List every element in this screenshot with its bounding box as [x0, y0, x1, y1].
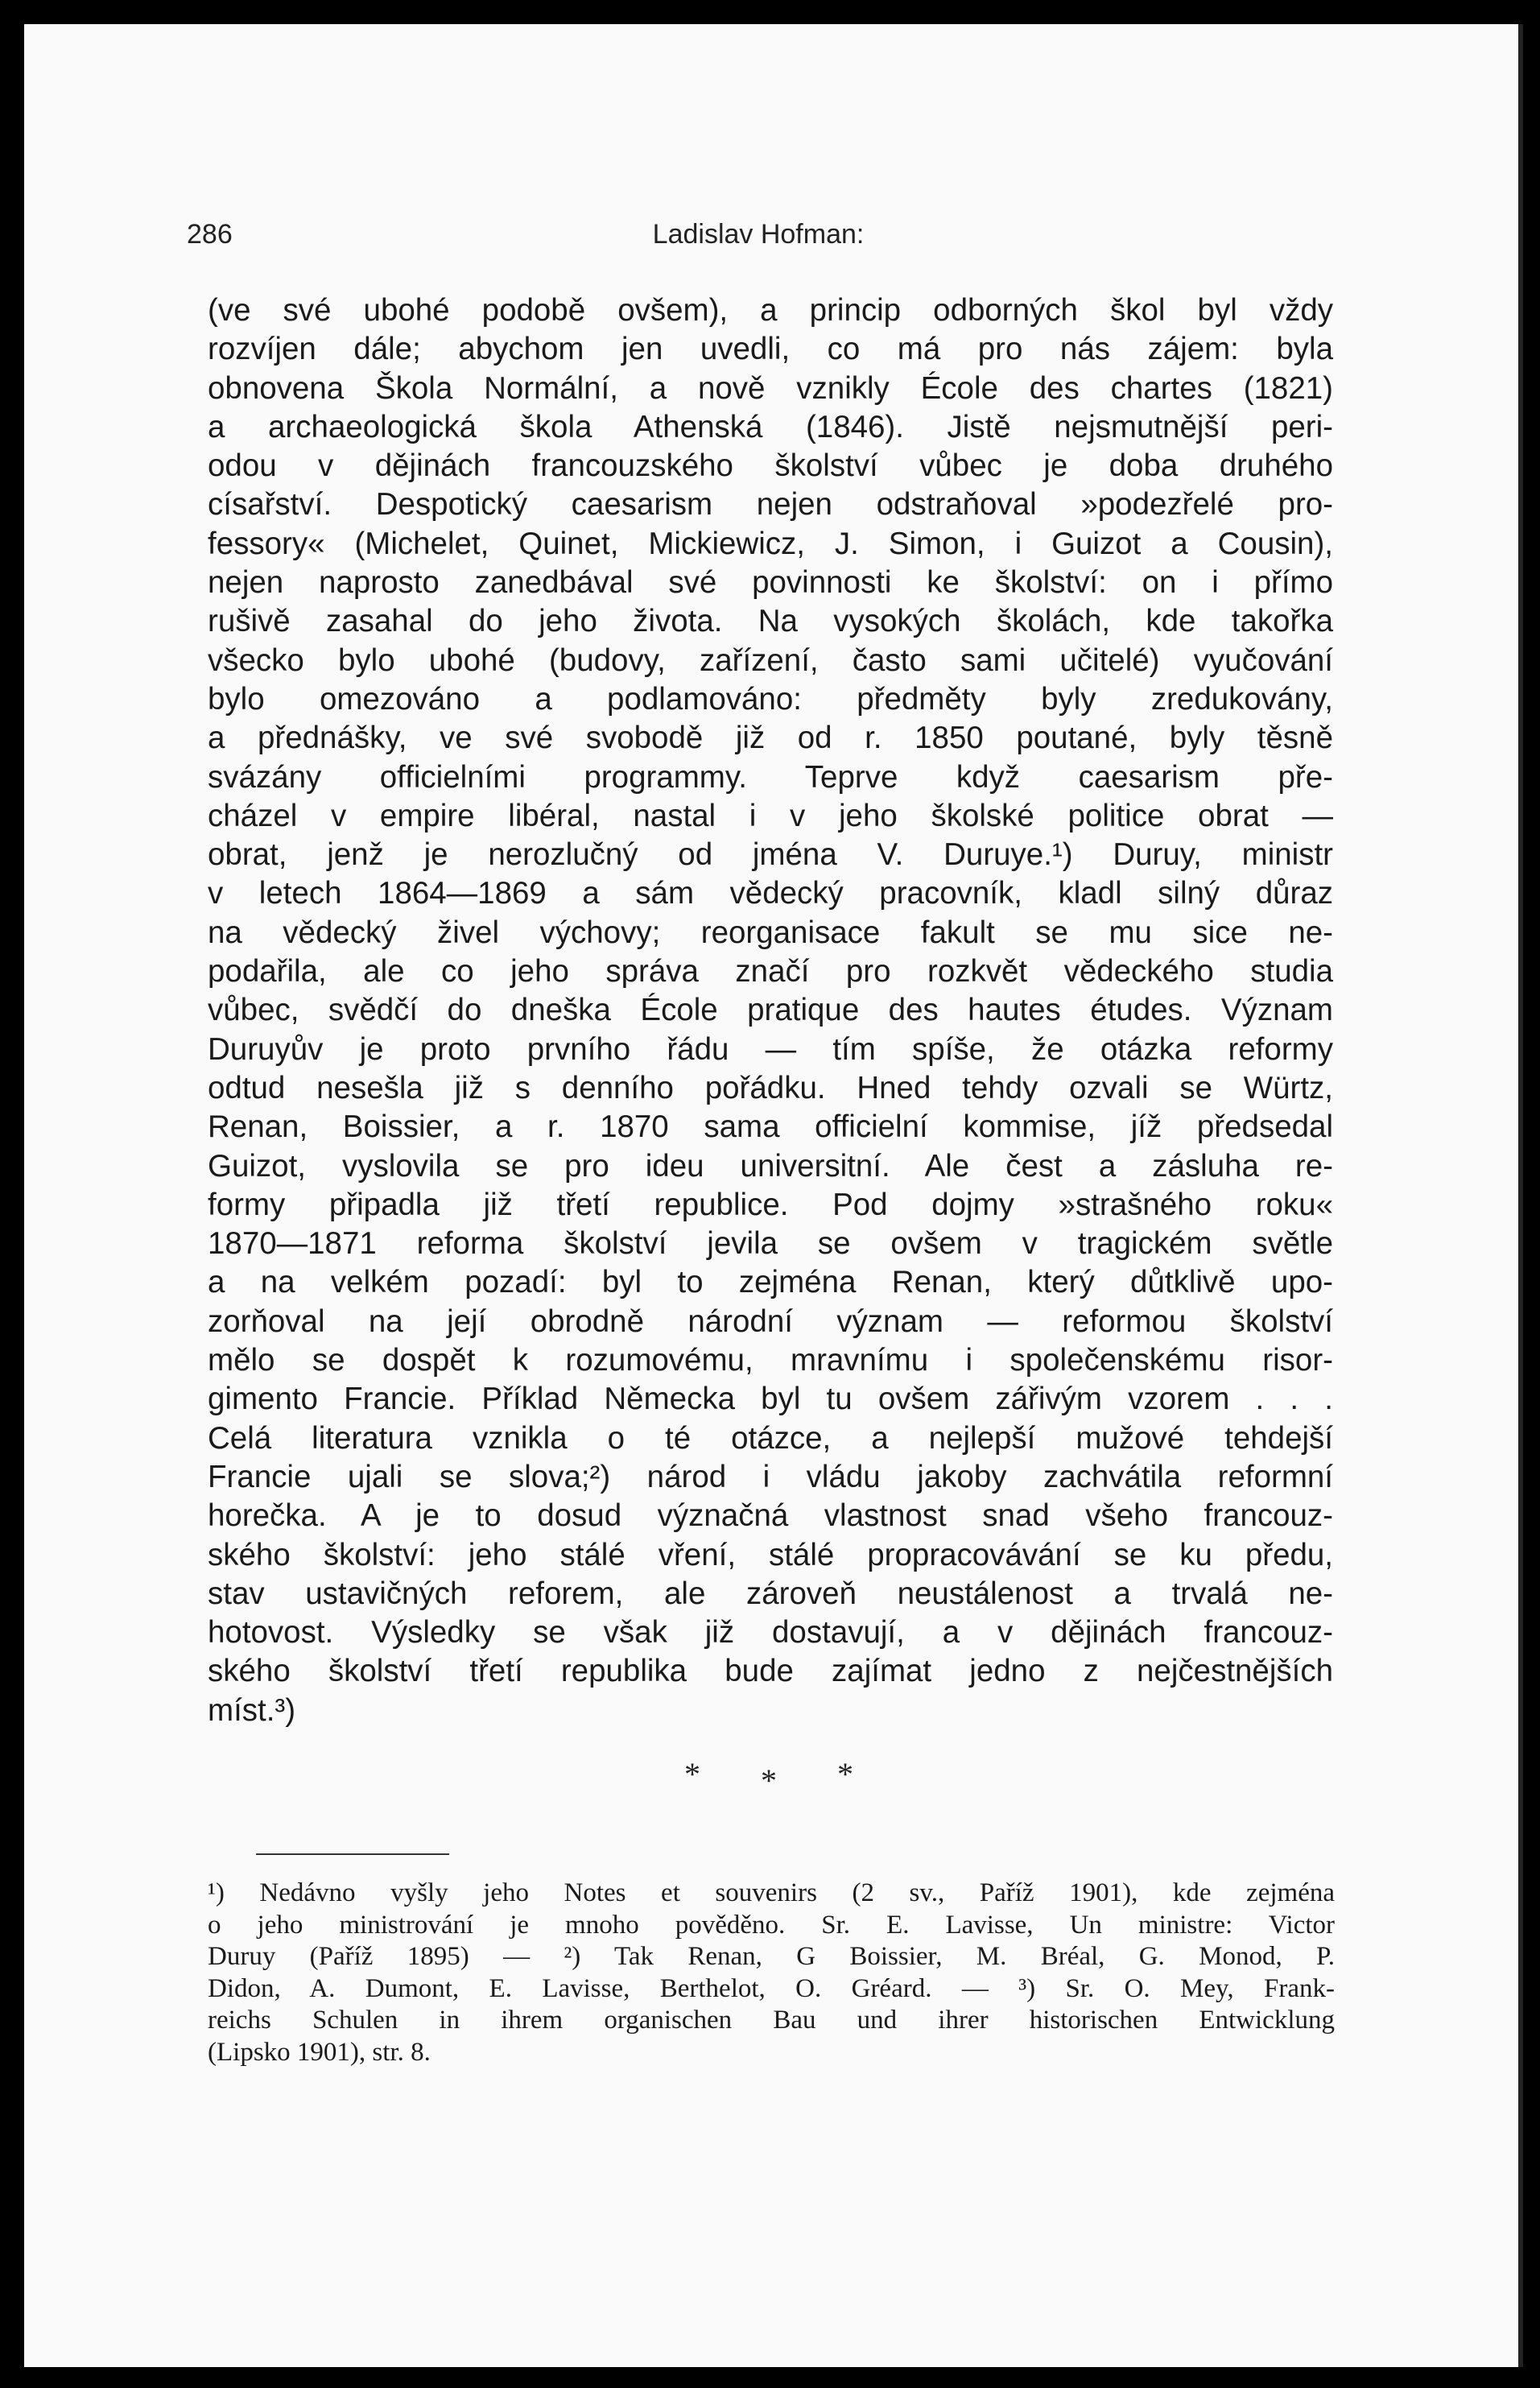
body-line: všecko bylo ubohé (budovy, zařízení, často sami učitelé) vyučování — [208, 642, 1333, 678]
body-line: Guizot, vyslovila se pro ideu universitní. Ale čest a zásluha re- — [208, 1148, 1333, 1184]
body-line: podařila, ale co jeho správa značí pro rozkvět vědeckého studia — [208, 954, 1333, 989]
body-line: a archaeologická škola Athenská (1846). Jistě nejsmutnější peri- — [208, 409, 1333, 444]
body-line: vůbec, svědčí do dneška École pratique des hautes études. Význam — [208, 993, 1333, 1028]
body-line: nejen naprosto zanedbával své povinnosti ke školství: on i přímo — [208, 565, 1333, 601]
body-line: Duruyův je proto prvního řádu — tím spíše, že otázka reformy — [208, 1031, 1333, 1067]
running-head: Ladislav Hofman: — [652, 219, 865, 250]
body-line: gimento Francie. Příklad Německa byl tu ovšem zářivým vzorem . . . — [208, 1382, 1333, 1417]
body-line: Francie ujali se slova;²) národ i vládu jakoby zachvátila reformní — [208, 1459, 1333, 1494]
footnote-line: (Lipsko 1901), str. 8. — [208, 2037, 431, 2067]
body-line: cházel v empire libéral, nastal i v jeho školské politice obrat — — [208, 798, 1333, 833]
body-line: císařství. Despotický caesarism nejen odstraňoval »podezřelé pro- — [208, 487, 1333, 523]
separator-star: * — [684, 1756, 700, 1792]
body-line: odou v dějinách francouzského školství vůbec je doba druhého — [208, 448, 1333, 484]
body-line: stav ustavičných reforem, ale zároveň neustálenost a trvalá ne- — [208, 1576, 1333, 1611]
body-line: hotovost. Výsledky se však již dostavují, a v dějinách francouz- — [208, 1615, 1333, 1651]
body-line: fessory« (Michelet, Quinet, Mickiewicz, J. Simon, i Guizot a Cousin), — [208, 526, 1333, 561]
separator-star: * — [761, 1762, 777, 1799]
body-line: ského školství: jeho stálé vření, stálé propracovávání se ku předu, — [208, 1537, 1333, 1572]
body-line: v letech 1864—1869 a sám vědecký pracovník, kladl silný důraz — [208, 876, 1333, 911]
footnote-divider — [256, 1853, 449, 1855]
body-line: obnovena Škola Normální, a nově vznikly École des chartes (1821) — [208, 370, 1333, 406]
body-line: míst.³) — [208, 1692, 296, 1728]
page-header — [187, 219, 1330, 259]
body-line: Renan, Boissier, a r. 1870 sama officielní kommise, jíž předsedal — [208, 1109, 1333, 1145]
body-line: formy připadla již třetí republice. Pod dojmy »strašného roku« — [208, 1187, 1333, 1222]
page-edge-shadow — [1518, 24, 1523, 2367]
body-line: obrat, jenž je nerozlučný od jména V. Duruye.¹) Duruy, ministr — [208, 837, 1333, 873]
footnote-line: ¹) Nedávno vyšly jeho Notes et souvenirs (2 sv., Paříž 1901), kde zejména — [208, 1878, 1335, 1907]
body-line: a přednášky, ve své svobodě již od r. 1850 poutané, byly těsně — [208, 721, 1333, 756]
body-text — [208, 291, 1333, 1730]
footnote-line: reichs Schulen in ihrem organischen Bau und ihrer historischen Entwicklung — [208, 2006, 1335, 2035]
body-line: odtud nesešla již s denního pořádku. Hned tehdy ozvali se Würtz, — [208, 1070, 1333, 1105]
separator-star: * — [837, 1756, 853, 1792]
body-line: horečka. A je to dosud význačná vlastnost snad všeho francouz- — [208, 1498, 1333, 1534]
body-line: zorňoval na její obrodně národní význam — reformou školství — [208, 1303, 1333, 1339]
body-line: Celá literatura vznikla o té otázce, a nejlepší mužové tehdejší — [208, 1420, 1333, 1456]
body-line: bylo omezováno a podlamováno: předměty byly zredukovány, — [208, 681, 1333, 717]
body-line: rozvíjen dále; abychom jen uvedli, co má pro nás zájem: byla — [208, 332, 1333, 367]
footnote-line: o jeho ministrování je mnoho pověděno. Sr. E. Lavisse, Un ministre: Victor — [208, 1910, 1335, 1940]
body-line: 1870—1871 reforma školství jevila se ovšem v tragickém světle — [208, 1226, 1333, 1262]
body-line: svázány officielními programmy. Teprve když caesarism pře- — [208, 759, 1333, 795]
footnote-line: Didon, A. Dumont, E. Lavisse, Berthelot, O. Gréard. — ³) Sr. O. Mey, Frank- — [208, 1973, 1335, 2003]
body-line: ského školství třetí republika bude zajímat jedno z nejčestnějších — [208, 1654, 1333, 1689]
section-separator — [668, 1755, 877, 1828]
body-line: mělo se dospět k rozumovému, mravnímu i společenskému risor- — [208, 1343, 1333, 1378]
page-number: 286 — [187, 219, 233, 250]
footnote-line: Duruy (Paříž 1895) — ²) Tak Renan, G Boissier, M. Bréal, G. Monod, P. — [208, 1942, 1335, 1971]
body-line: a na velkém pozadí: byl to zejména Renan, který důtklivě upo- — [208, 1265, 1333, 1300]
body-line: na vědecký živel výchovy; reorganisace fakult se mu sice ne- — [208, 915, 1333, 950]
body-line: rušivě zasahal do jeho života. Na vysokých školách, kde takořka — [208, 604, 1333, 639]
footnotes — [208, 1878, 1335, 2068]
body-line: (ve své ubohé podobě ovšem), a princip odborných škol byl vždy — [208, 293, 1333, 328]
